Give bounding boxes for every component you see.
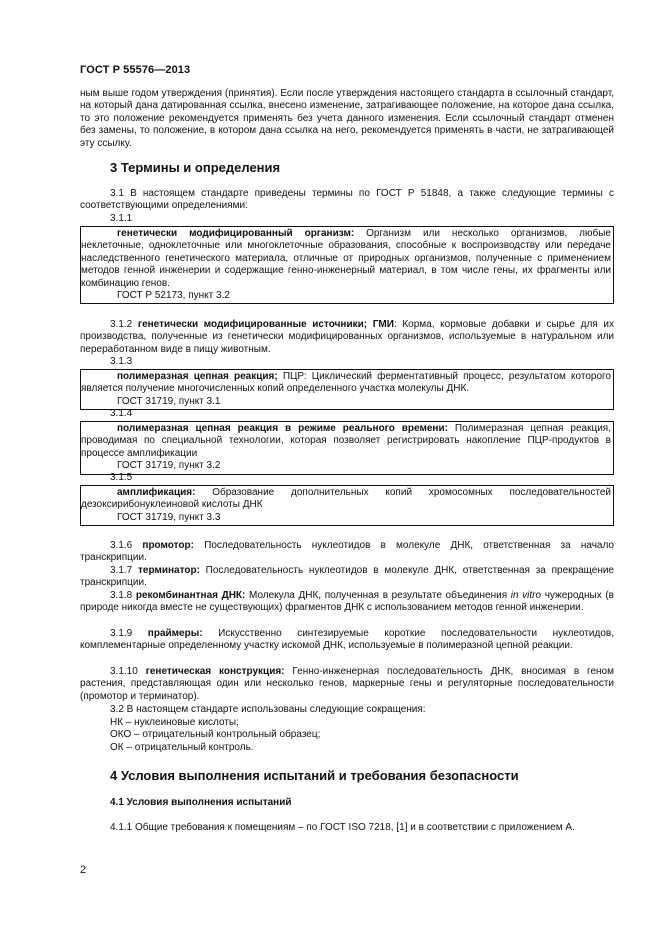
term-3-1-7-definition: Последовательность нуклеотидов в молекуле ДНК, ответственная за прекращение транскрипции.	[80, 565, 614, 589]
term-3-1-7-text	[80, 565, 614, 590]
term-3-1-3-number: 3.1.3	[110, 356, 133, 367]
term-3-1-1-text	[81, 228, 611, 290]
term-3-1-10-term: генетическая конструкция:	[145, 666, 285, 677]
term-3-1-8-number: 3.1.8	[110, 590, 136, 601]
term-3-1-7-number: 3.1.7	[110, 565, 139, 576]
term-3-1-7-term: терминатор:	[138, 565, 200, 576]
paragraph-3-1: 3.1 В настоящем стандарте приведены термины по ГОСТ Р 51848, а также следующие термины с соответствующими определениями:	[80, 188, 614, 212]
term-3-1-5-reference: ГОСТ 31719, пункт 3.3	[117, 511, 221, 523]
term-3-1-2-number: 3.1.2	[110, 319, 133, 330]
intro-paragraph: ным выше годом утверждения (принятия). Если после утверждения настоящего стандарта в ссылочный стандарт, на который дана датированная ссылка, внесено изменение, затрагивающее положение, на которое дана ссылка, то это положение рекомендуется применять без учета данного изменения. Если ссылочный стандарт отменен без замены, то положение, в котором дана ссылка на него, рекомендуется применять в части, не затрагивающей эту ссылку.	[80, 88, 614, 149]
term-3-1-5-definition: Образование дополнительных копий хромосомных последовательностей дезоксирибонуклеиновой кислоты ДНК	[81, 487, 611, 511]
term-3-1-2-text	[80, 319, 614, 356]
term-3-1-1-term: генетически модифицированный организм:	[117, 228, 355, 239]
term-3-1-3-term: полимеразная цепная реакция;	[117, 371, 278, 382]
term-3-1-4-text	[81, 423, 611, 460]
term-3-1-1-reference: ГОСТ Р 52173, пункт 3.2	[117, 290, 230, 302]
term-3-1-6-definition: Последовательность нуклеотидов в молекуле ДНК, ответственная за начало транскрипции.	[80, 540, 614, 564]
term-3-1-3-reference: ГОСТ 31719, пункт 3.1	[117, 395, 221, 407]
term-3-1-3-text	[81, 371, 611, 396]
term-3-1-8-definition-italic: in vitro	[510, 590, 542, 601]
term-3-1-4-definition: Полимеразная цепная реакция, проводимая по специальной технологии, которая позволяет регистрировать накопление ПЦР-продуктов в процессе амплификации	[81, 423, 611, 459]
term-3-1-4-term: полимеразная цепная реакция в режиме реального времени:	[117, 423, 448, 434]
abbreviation-item: ОКО – отрицательный контрольный образец;	[110, 729, 321, 741]
term-3-1-10-definition: Генно-инженерная последовательность ДНК, вносимая в геном растения, представляющая один или несколько генов, маркерные гены и регуляторные последовательности (промотор и терминатор).	[80, 666, 614, 702]
term-3-1-3-definition: ПЦР: Циклический ферментативный процесс, результатом которого является получение многочисленных копий определенного участка молекулы ДНК.	[81, 371, 611, 395]
term-3-1-9-term: праймеры:	[147, 628, 203, 639]
term-3-1-1-box	[80, 226, 614, 304]
term-3-1-8-definition-b: чужеродных (в природе никогда вместе не существующих) фрагментов ДНК с использованием методов генной инженерии.	[80, 590, 614, 614]
section-4-heading: 4 Условия выполнения испытаний и требования безопасности	[110, 768, 519, 783]
term-3-1-4-number: 3.1.4	[110, 408, 133, 419]
term-3-1-10-number: 3.1.10	[110, 666, 146, 677]
term-3-1-6-text	[80, 540, 614, 565]
abbreviation-item: ОК – отрицательный контроль.	[110, 741, 254, 753]
section-4-1-heading: 4.1 Условия выполнения испытаний	[110, 797, 292, 808]
term-3-1-5-text	[81, 487, 611, 512]
term-3-1-9-text	[80, 628, 614, 653]
term-3-1-6-number: 3.1.6	[110, 540, 143, 551]
abbreviation-list	[110, 717, 320, 754]
section-3-heading: 3 Термины и определения	[110, 160, 281, 175]
paragraph-4-1-1: 4.1.1 Общие требования к помещениям – по ГОСТ ISO 7218, [1] и в соответствии с приложением А.	[110, 822, 575, 833]
term-3-1-5-box	[80, 485, 614, 526]
term-3-1-1-number: 3.1.1	[110, 213, 133, 224]
term-3-1-3-box	[80, 369, 614, 410]
term-3-1-2-definition: : Корма, кормовые добавки и сырье для их производства, полученные из генетически модифицированных организмов, используемые в натуральном или переработанном виде в пищу животным.	[80, 319, 614, 355]
term-3-1-8-term: рекомбинантная ДНК:	[135, 590, 246, 601]
term-3-1-1-definition: Организм или несколько организмов, любые неклеточные, одноклеточные или многоклеточные образования, способные к воспроизводству или передаче наследственного генетического материала, отличные от природных организмов, полученные с применением методов генной инженерии и содержащие генно-инженерный материал, в том числе гены, их фрагменты или комбинацию генов.	[81, 228, 611, 289]
term-3-1-4-box	[80, 421, 614, 475]
page-number: 2	[80, 864, 87, 876]
term-3-1-10-text	[80, 666, 614, 703]
term-3-1-5-term: амплификация:	[117, 487, 196, 498]
standard-code-header: ГОСТ Р 55576—2013	[80, 64, 191, 76]
term-3-1-9-number: 3.1.9	[110, 628, 148, 639]
term-3-1-8-definition-a: Молекула ДНК, полученная в результате объединения	[245, 590, 511, 601]
term-3-1-8-text	[80, 590, 614, 615]
abbreviation-item: НК – нуклеиновые кислоты;	[110, 717, 239, 728]
term-3-1-4-reference: ГОСТ 31719, пункт 3.2	[117, 460, 221, 472]
term-3-1-2-term: генетически модифицированные источники; ГМИ	[137, 319, 394, 330]
term-3-1-9-definition: Искусственно синтезируемые короткие последовательности нуклеотидов, комплементарные определенному участку искомой ДНК, используемые в полимеразной цепной реакции.	[80, 628, 614, 652]
paragraph-3-2: 3.2 В настоящем стандарте использованы следующие сокращения:	[110, 704, 426, 715]
term-3-1-5-number: 3.1.5	[110, 472, 133, 483]
term-3-1-6-term: промотор:	[142, 540, 194, 551]
